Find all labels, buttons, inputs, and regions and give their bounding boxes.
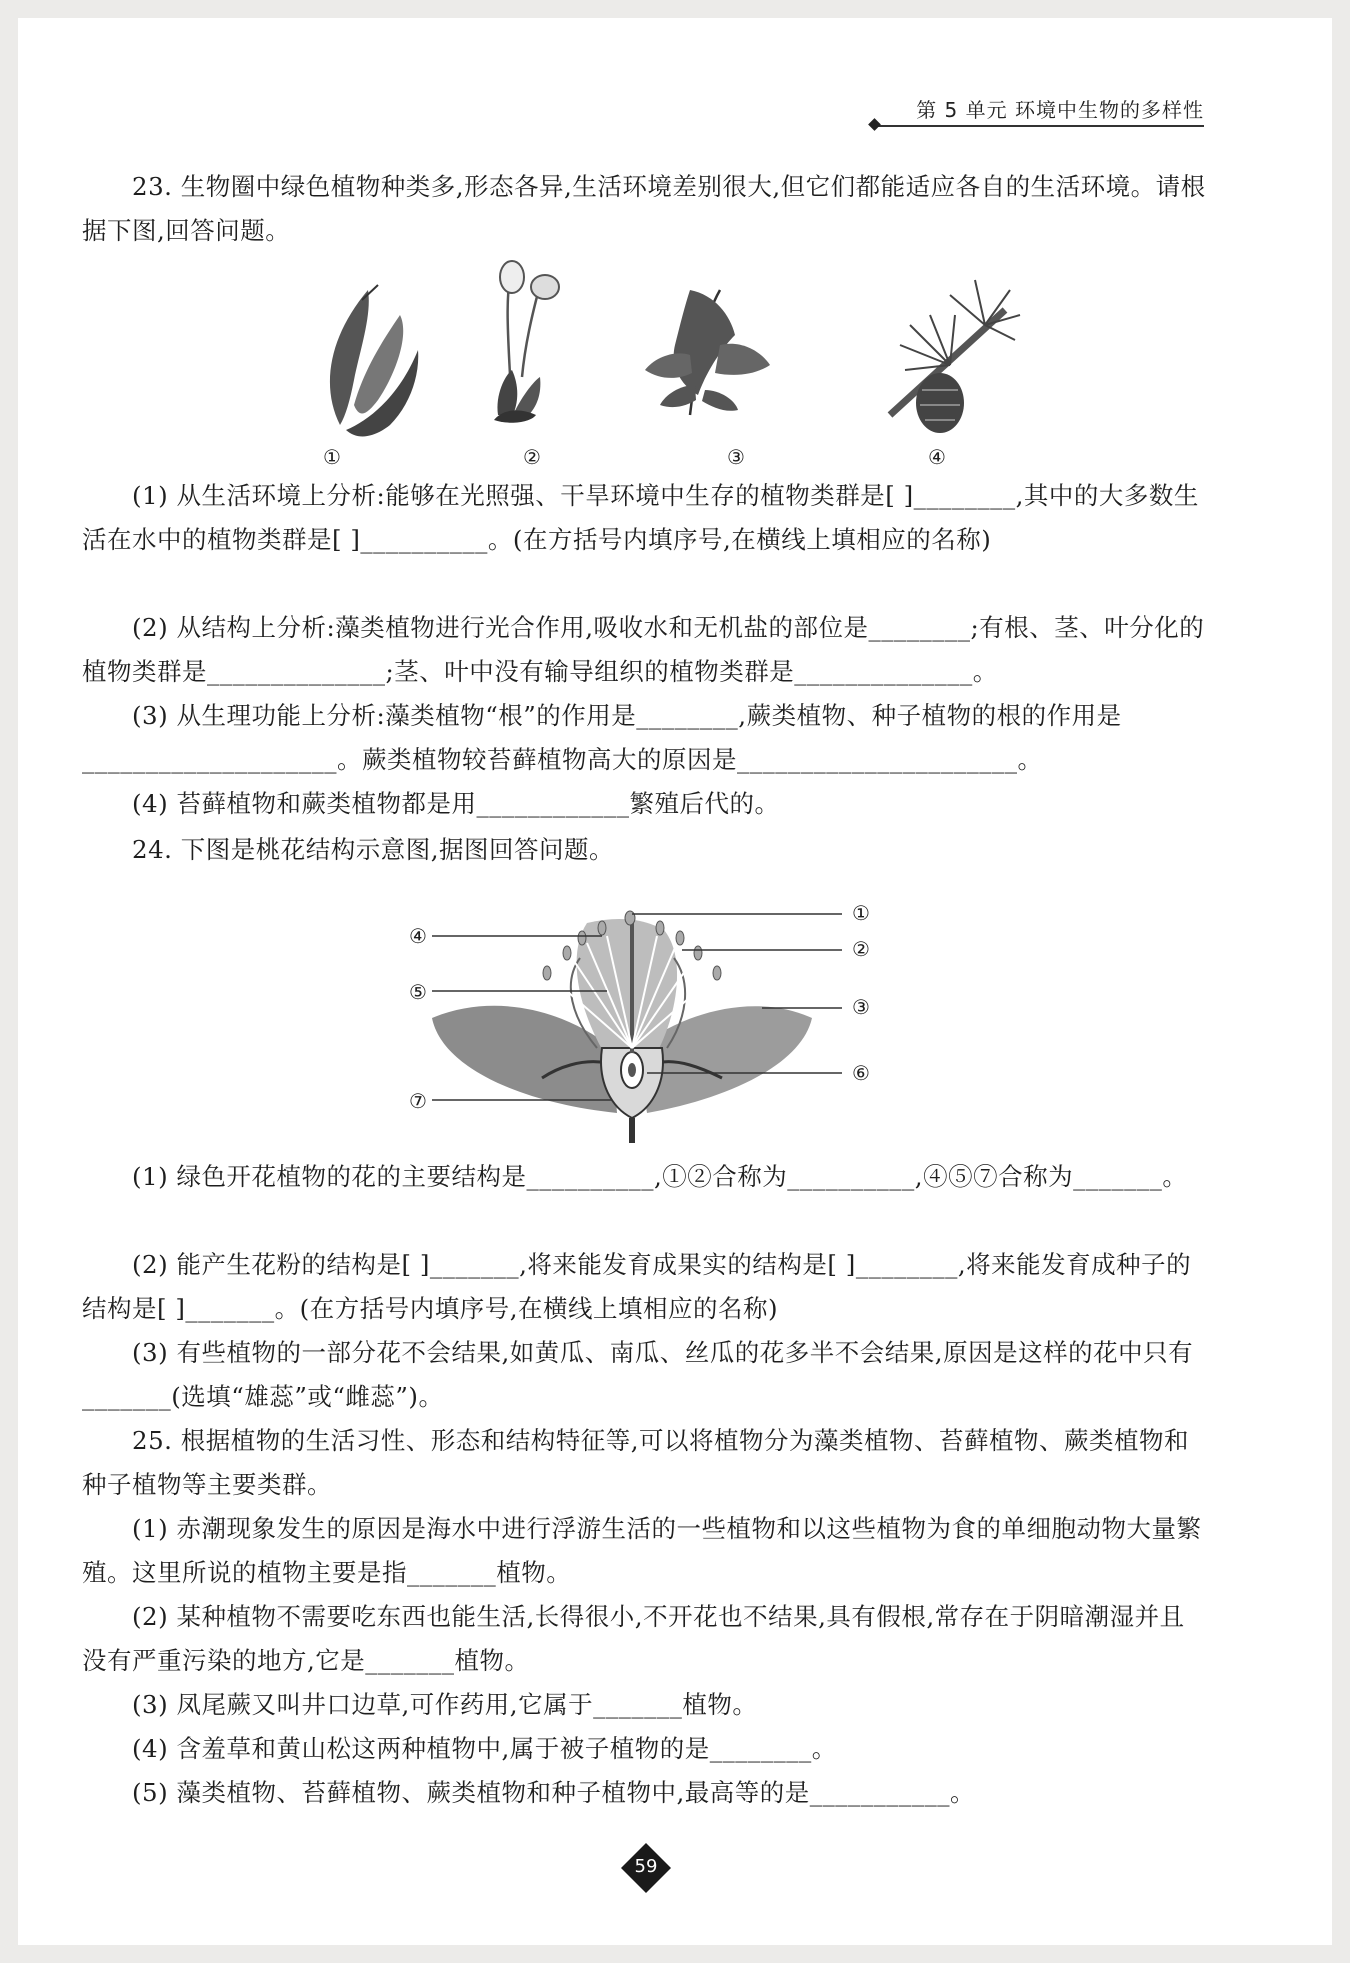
flower-label-5: ⑤ <box>409 980 427 1004</box>
q23-part1: (1) 从生活环境上分析:能够在光照强、干旱环境中生存的植物类群是[ ]________,其中的大多数生活在水中的植物类群是[ ]__________。(在方括号内填序号,在横线上填相应的名称) <box>82 481 1199 554</box>
algae-illustration <box>330 285 418 436</box>
q25-part1: (1) 赤潮现象发生的原因是海水中进行浮游生活的一些植物和以这些植物为食的单细胞动物大量繁殖。这里所说的植物主要是指_______植物。 <box>82 1514 1202 1587</box>
q25-part5: (5) 藻类植物、苔藓植物、蕨类植物和种子植物中,最高等的是___________。 <box>132 1778 976 1807</box>
q24-part1: (1) 绿色开花植物的花的主要结构是__________,①②合称为__________,④⑤⑦合称为_______。 <box>132 1162 1188 1191</box>
q25-part3: (3) 凤尾蕨又叫井口边草,可作药用,它属于_______植物。 <box>132 1690 758 1719</box>
q24-intro: 24. 下图是桃花结构示意图,据图回答问题。 <box>132 835 615 864</box>
q23-intro: 23. 生物圈中绿色植物种类多,形态各异,生活环境差别很大,但它们都能适应各自的生活环境。请根据下图,回答问题。 <box>82 172 1206 245</box>
q24-part3: (3) 有些植物的一部分花不会结果,如黄瓜、南瓜、丝瓜的花多半不会结果,原因是这样的花中只有_______(选填“雄蕊”或“雌蕊”)。 <box>82 1338 1194 1411</box>
q23-part2: (2) 从结构上分析:藻类植物进行光合作用,吸收水和无机盐的部位是________;有根、茎、叶分化的植物类群是______________;茎、叶中没有输导组织的植物类群是______________。 <box>82 613 1205 686</box>
flower-label-1: ① <box>852 901 870 925</box>
page-number: 59 <box>634 1856 658 1877</box>
diamond-icon <box>868 118 881 131</box>
plant-label-4: ④ <box>928 445 946 469</box>
moss-illustration <box>494 261 559 423</box>
plant-label-3: ③ <box>727 445 745 469</box>
flower-label-3: ③ <box>852 995 870 1019</box>
flower-label-4: ④ <box>409 924 427 948</box>
page-number-badge <box>620 1842 672 1894</box>
q25-intro: 25. 根据植物的生活习性、形态和结构特征等,可以将植物分为藻类植物、苔藓植物、蕨类植物和种子植物等主要类群。 <box>82 1426 1190 1499</box>
pine-illustration <box>890 280 1020 433</box>
flower-label-6: ⑥ <box>852 1061 870 1085</box>
q24-part2: (2) 能产生花粉的结构是[ ]_______,将来能发育成果实的结构是[ ]________,将来能发育成种子的结构是[ ]_______。(在方括号内填序号,在横线上填相应的名称) <box>82 1250 1192 1323</box>
header-rule <box>876 125 1204 127</box>
q23-part4: (4) 苔藓植物和蕨类植物都是用____________繁殖后代的。 <box>132 789 780 818</box>
q25-part2: (2) 某种植物不需要吃东西也能生活,长得很小,不开花也不结果,具有假根,常存在于阴暗潮湿并且没有严重污染的地方,它是_______植物。 <box>82 1602 1185 1675</box>
q25-part4: (4) 含羞草和黄山松这两种植物中,属于被子植物的是________。 <box>132 1734 837 1763</box>
page-header <box>870 76 1204 130</box>
flower-label-2: ② <box>852 937 870 961</box>
flower-label-7: ⑦ <box>409 1089 427 1113</box>
unit-title: 第 5 单元 环境中生物的多样性 <box>916 98 1204 122</box>
fern-illustration <box>645 290 770 415</box>
q23-part3: (3) 从生理功能上分析:藻类植物“根”的作用是________,蕨类植物、种子植物的根的作用是____________________。蕨类植物较苔藓植物高大的原因是______________________。 <box>82 701 1122 774</box>
plant-label-2: ② <box>523 445 541 469</box>
plant-label-1: ① <box>323 445 341 469</box>
peach-flower-diagram <box>402 898 882 1148</box>
